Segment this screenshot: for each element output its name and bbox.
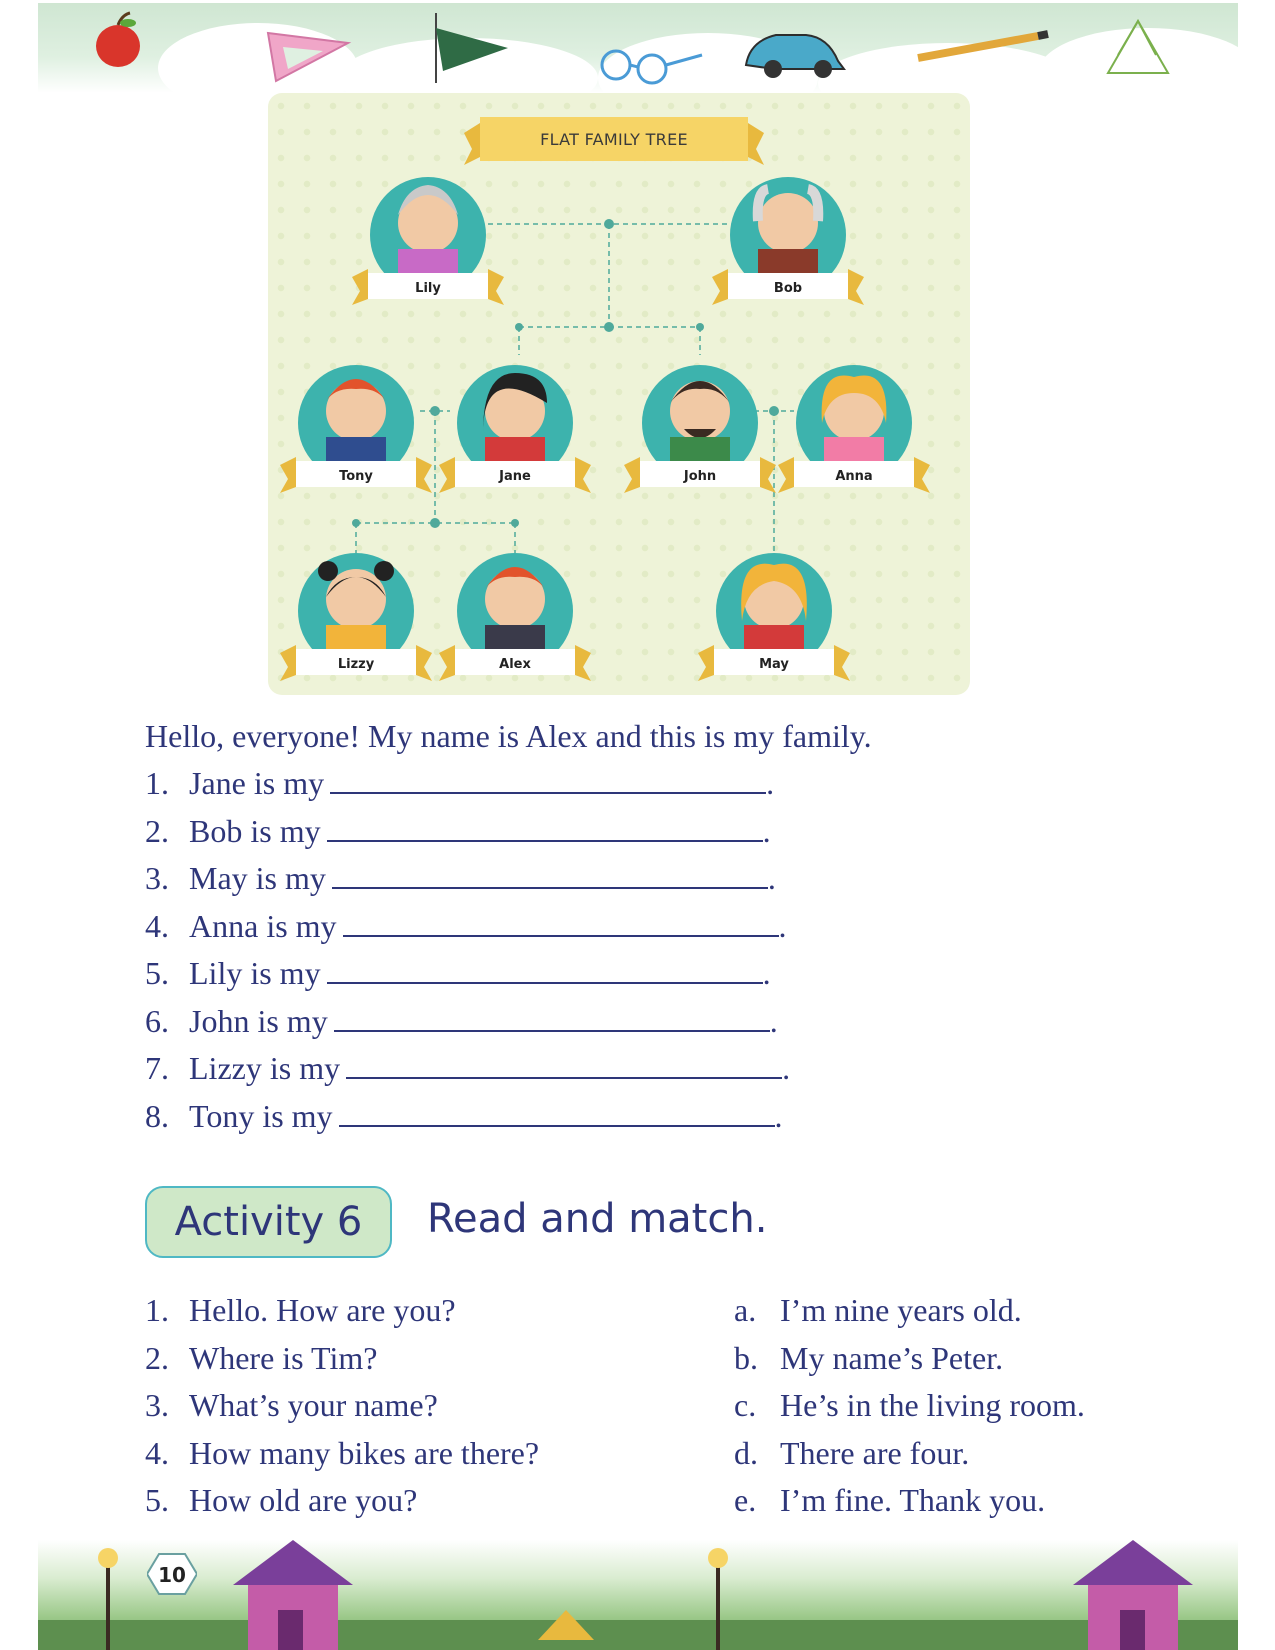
pencil-icon	[918, 34, 1048, 58]
family-tree-panel	[268, 93, 970, 695]
answer-letter: d.	[734, 1434, 758, 1471]
activity-label: Activity 6	[145, 1186, 392, 1258]
member-lizzy	[280, 553, 432, 681]
exercise-item	[145, 1098, 783, 1134]
member-label-lily: Lily	[415, 281, 441, 296]
answer-item[interactable]	[734, 1292, 1022, 1328]
member-label-bob: Bob	[773, 281, 803, 296]
exercise-item-number: 6.	[145, 1002, 169, 1039]
member-tony	[280, 365, 432, 493]
answer-text: I’m fine. Thank you.	[780, 1482, 1046, 1518]
geometry-icon	[1108, 21, 1168, 73]
answer-blank[interactable]	[327, 956, 763, 984]
answer-letter: b.	[734, 1339, 758, 1376]
pennant-icon	[436, 13, 508, 83]
answer-blank[interactable]	[343, 909, 779, 937]
member-may	[698, 553, 850, 681]
exercise-intro: Hello, everyone! My name is Alex and this is my family.	[145, 718, 872, 754]
question-number: 3.	[145, 1387, 169, 1423]
exercise-item	[145, 813, 771, 849]
question-text: What’s your name?	[189, 1387, 438, 1423]
answer-letter: a.	[734, 1292, 757, 1328]
tree-title-ribbon	[464, 117, 764, 165]
question-item[interactable]	[145, 1482, 417, 1518]
answer-blank[interactable]	[334, 1004, 770, 1032]
activity-instruction: Read and match.	[427, 1196, 768, 1242]
member-anna	[778, 365, 930, 493]
answer-blank[interactable]	[339, 1099, 775, 1127]
car-icon	[746, 35, 844, 78]
answer-item[interactable]	[734, 1482, 1045, 1518]
page-number: 10	[158, 1563, 186, 1587]
exercise-item-number: 1.	[145, 765, 169, 801]
exercise-end-mark: .	[762, 812, 771, 849]
exercise-end-mark: .	[766, 765, 775, 801]
page-number-badge	[147, 1552, 197, 1596]
question-item[interactable]	[145, 1292, 456, 1328]
question-text: Where is Tim?	[189, 1339, 378, 1376]
member-label-anna: Anna	[835, 469, 873, 484]
exercise-item-text: May is my	[189, 860, 326, 896]
exercise-item	[145, 860, 776, 896]
exercise-item-number: 5.	[145, 955, 169, 991]
apple-icon	[96, 13, 140, 67]
member-label-alex: Alex	[499, 657, 531, 672]
exercise-item-number: 2.	[145, 812, 169, 849]
exercise-item-text: Lily is my	[189, 955, 321, 991]
question-number: 4.	[145, 1434, 169, 1471]
exercise-item-text: Lizzy is my	[189, 1050, 341, 1086]
exercise-end-mark: .	[769, 1002, 778, 1039]
exercise-item	[145, 765, 774, 801]
family-tree-diagram	[268, 93, 970, 695]
exercise-end-mark: .	[778, 907, 787, 944]
question-item[interactable]	[145, 1387, 438, 1423]
answer-item[interactable]	[734, 1387, 1085, 1423]
exercise-end-mark: .	[782, 1050, 791, 1086]
tree-title: FLAT FAMILY TREE	[540, 130, 688, 149]
village-scene-decoration	[38, 1540, 1238, 1650]
glasses-icon	[602, 51, 702, 83]
exercise-item	[145, 908, 787, 944]
answer-blank[interactable]	[330, 766, 766, 794]
house-icon	[1073, 1540, 1193, 1650]
exercise-item-number: 8.	[145, 1097, 169, 1134]
question-item[interactable]	[145, 1435, 539, 1471]
question-text: How many bikes are there?	[189, 1434, 540, 1471]
answer-text: There are four.	[780, 1434, 970, 1471]
answer-blank[interactable]	[332, 861, 768, 889]
answer-item[interactable]	[734, 1340, 1003, 1376]
member-john	[624, 365, 776, 493]
question-number: 1.	[145, 1292, 169, 1328]
member-label-jane: Jane	[499, 469, 531, 484]
exercise-item-text: Anna is my	[189, 907, 337, 944]
exercise-item-text: Bob is my	[189, 812, 321, 849]
question-item[interactable]	[145, 1340, 377, 1376]
exercise-item-text: John is my	[189, 1002, 328, 1039]
question-number: 2.	[145, 1339, 169, 1376]
exercise-item-number: 3.	[145, 860, 169, 896]
answer-text: He’s in the living room.	[780, 1387, 1085, 1423]
member-jane	[439, 365, 591, 493]
answer-item[interactable]	[734, 1435, 969, 1471]
answer-letter: e.	[734, 1482, 757, 1518]
answer-text: I’m nine years old.	[780, 1292, 1022, 1328]
house-icon	[233, 1540, 353, 1650]
exercise-end-mark: .	[762, 955, 771, 991]
set-square-icon	[268, 33, 348, 81]
answer-text: My name’s Peter.	[780, 1339, 1004, 1376]
exercise-item-text: Tony is my	[189, 1097, 333, 1134]
member-label-lizzy: Lizzy	[337, 657, 375, 672]
school-supplies-decoration	[38, 3, 1238, 93]
member-bob	[712, 177, 864, 305]
question-text: Hello. How are you?	[189, 1292, 456, 1328]
member-label-tony: Tony	[339, 469, 373, 484]
exercise-item-text: Jane is my	[189, 765, 325, 801]
bottom-banner	[38, 1540, 1238, 1650]
member-label-may: May	[759, 657, 789, 672]
member-lily	[352, 177, 504, 305]
member-alex	[439, 553, 591, 681]
answer-letter: c.	[734, 1387, 757, 1423]
exercise-item	[145, 955, 771, 991]
answer-blank[interactable]	[346, 1051, 782, 1079]
exercise-item-number: 7.	[145, 1050, 169, 1086]
exercise-end-mark: .	[774, 1097, 783, 1134]
question-text: How old are you?	[189, 1482, 418, 1518]
exercise-item	[145, 1050, 790, 1086]
exercise-item	[145, 1003, 778, 1039]
answer-blank[interactable]	[327, 814, 763, 842]
exercise-item-number: 4.	[145, 907, 169, 944]
member-label-john: John	[683, 469, 717, 484]
exercise-end-mark: .	[767, 860, 776, 896]
question-number: 5.	[145, 1482, 169, 1518]
